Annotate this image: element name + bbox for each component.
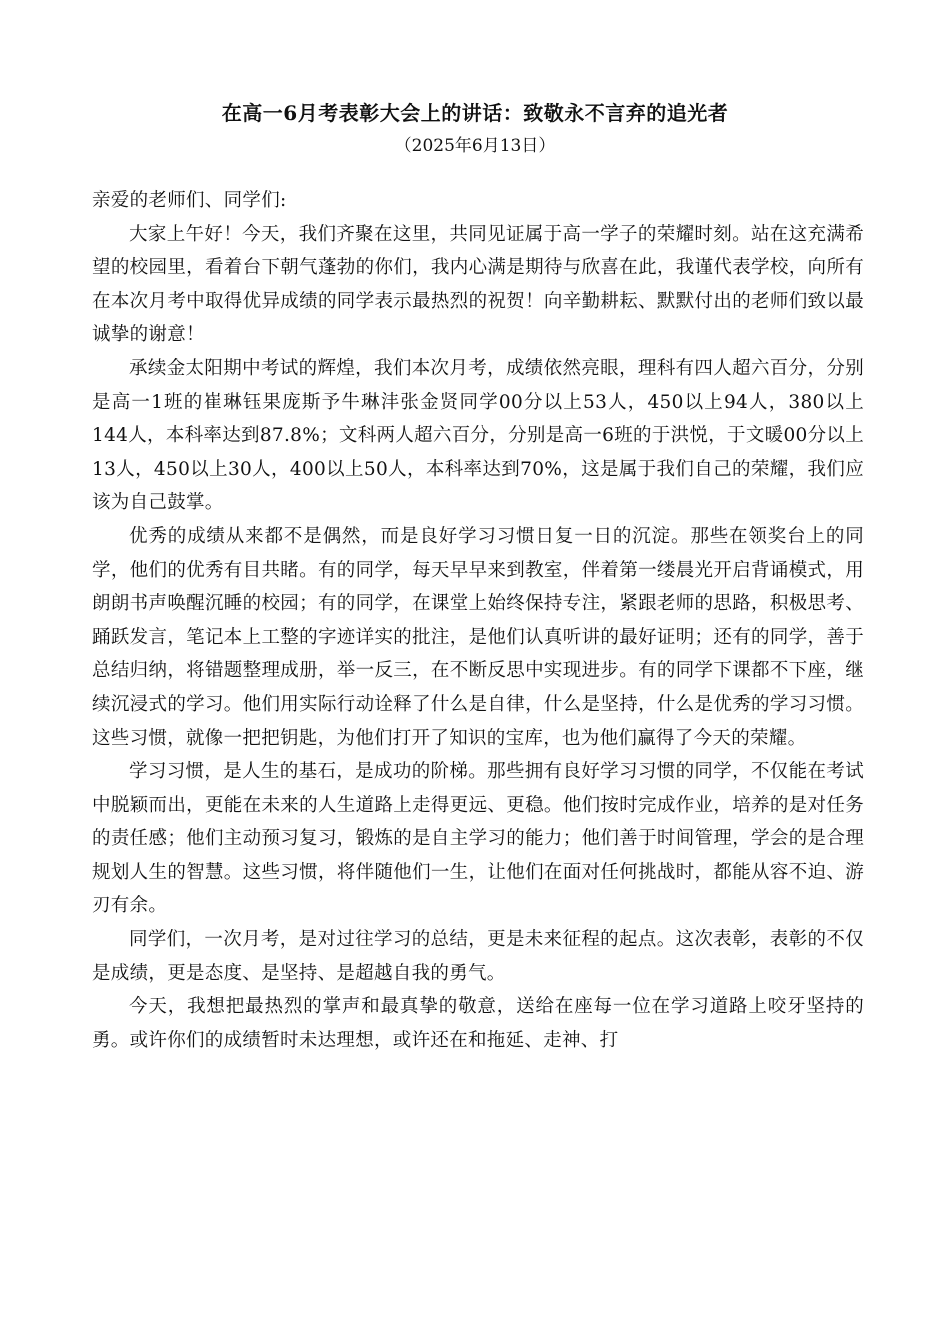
document-title: 在高一6月考表彰大会上的讲话：致敬永不言弃的追光者: [221, 101, 729, 125]
document-date: （2025年6月13日）: [394, 136, 556, 156]
greeting: 亲爱的老师们、同学们:: [92, 190, 287, 211]
document-body: [92, 184, 864, 1057]
paragraph-6: 今天，我想把最热烈的掌声和最真挚的敬意，送给在座每一位在学习道路上咬牙坚持的勇。或许你们的成绩暂时未达理想，或许还在和拖延、走神、打: [92, 996, 864, 1051]
paragraph-2: 承续金太阳期中考试的辉煌，我们本次月考，成绩依然亮眼，理科有四人超六百分，分别是高一1班的崔琳钰果庞斯予牛琳沣张金贤同学00分以上53人，450以上94人，380以上144人，本科率达到87.8%；文科两人超六百分，分别是高一6班的于洪悦，于文暖00分以上13人，450以上30人，400以上50人，本科率达到70%，这是属于我们自己的荣耀，我们应该为自己鼓掌。: [92, 357, 864, 514]
paragraph-5: 同学们，一次月考，是对过往学习的总结，更是未来征程的起点。这次表彰，表彰的不仅是成绩，更是态度、是坚持、是超越自我的勇气。: [92, 929, 864, 984]
paragraph-4: 学习习惯，是人生的基石，是成功的阶梯。那些拥有良好学习习惯的同学，不仅能在考试中脱颖而出，更能在未来的人生道路上走得更远、更稳。他们按时完成作业，培养的是对任务的责任感；他们主动预习复习，锻炼的是自主学习的能力；他们善于时间管理，学会的是合理规划人生的智慧。这些习惯，将伴随他们一生，让他们在面对任何挑战时，都能从容不迫、游刃有余。: [92, 761, 864, 917]
paragraph-1: 大家上午好！今天，我们齐聚在这里，共同见证属于高一学子的荣耀时刻。站在这充满希望的校园里，看着台下朝气蓬勃的你们，我内心满是期待与欣喜在此，我谨代表学校，向所有在本次月考中取得优异成绩的同学表示最热烈的祝贺！向辛勤耕耘、默默付出的老师们致以最诚挚的谢意！: [92, 223, 864, 346]
paragraph-3: 优秀的成绩从来都不是偶然，而是良好学习习惯日复一日的沉淀。那些在领奖台上的同学，他们的优秀有目共睹。有的同学，每天早早来到教室，伴着第一缕晨光开启背诵模式，用朗朗书声唤醒沉睡的校园；有的同学，在课堂上始终保持专注，紧跟老师的思路，积极思考、踊跃发言，笔记本上工整的字迹详实的批注，是他们认真听讲的最好证明；还有的同学，善于总结归纳，将错题整理成册，举一反三，在不断反思中实现进步。有的同学下课都不下座，继续沉浸式的学习。他们用实际行动诠释了什么是自律，什么是坚持，什么是优秀的学习习惯。这些习惯，就像一把把钥匙，为他们打开了知识的宝库，也为他们赢得了今天的荣耀。: [92, 525, 864, 749]
